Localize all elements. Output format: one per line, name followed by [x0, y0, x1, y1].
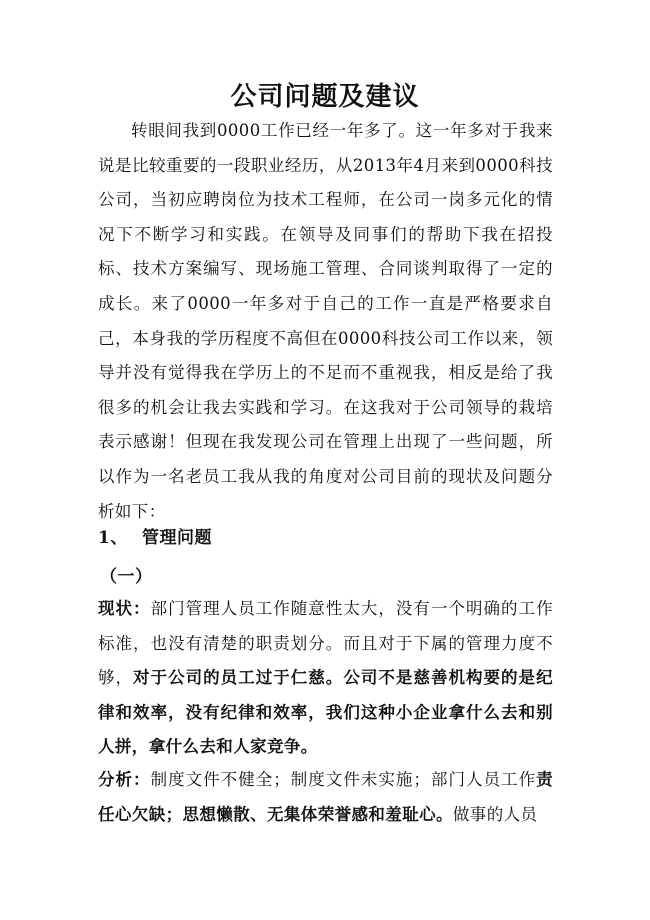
- document-title: 公司问题及建议: [230, 82, 420, 112]
- analysis-text-emphasis: 责任心欠缺；思想懒散、无集体荣誉感和羞耻心。: [98, 770, 553, 824]
- analysis-text: 制度文件不健全；制度文件未实施；部门人员工作: [150, 770, 537, 789]
- analysis-paragraph: [98, 763, 553, 832]
- subsection-heading: （一）: [100, 567, 153, 587]
- analysis-label: 分析：: [98, 770, 151, 789]
- status-text-emphasis: 对于公司的员工过于仁慈。公司不是慈善机构要的是纪律和效率，没有纪律和效率，我们这种小企业拿什么去和别人拼，拿什么去和人家竞争。: [98, 668, 553, 757]
- status-paragraph: [98, 592, 553, 765]
- section-number: 1、: [98, 528, 128, 548]
- status-text: 部门管理人员工作随意性太大，没有一个明确的工作标准，也没有清楚的职责划分。而且对于下属的管理力度不够，: [98, 599, 554, 688]
- status-label: 现状：: [98, 599, 151, 618]
- analysis-text-tail: 做事的人员: [452, 804, 538, 824]
- section-heading: [98, 521, 212, 555]
- intro-paragraph: 转眼间我到0000工作已经一年多了。这一年多对于我来说是比较重要的一段职业经历，从2013年4月来到0000科技公司，当初应聘岗位为技术工程师，在公司一岗多元化的情况下不断学习和实践。在领导及同事们的帮助下我在招投标、技术方案编写、现场施工管理、合同谈判取得了一定的成长。来了0000一年多对于自己的工作一直是严格要求自己，本身我的学历程度不高但在0000科技公司工作以来，领导并没有觉得我在学历上的不足而不重视我，相反是给了我很多的机会让我去实践和学习。在这我对于公司领导的栽培表示感谢！但现在我发现公司在管理上出现了一些问题，所以作为一名老员工我从我的角度对公司目前的现状及问题分析如下：: [98, 121, 553, 521]
- section-title: 管理问题: [142, 528, 212, 548]
